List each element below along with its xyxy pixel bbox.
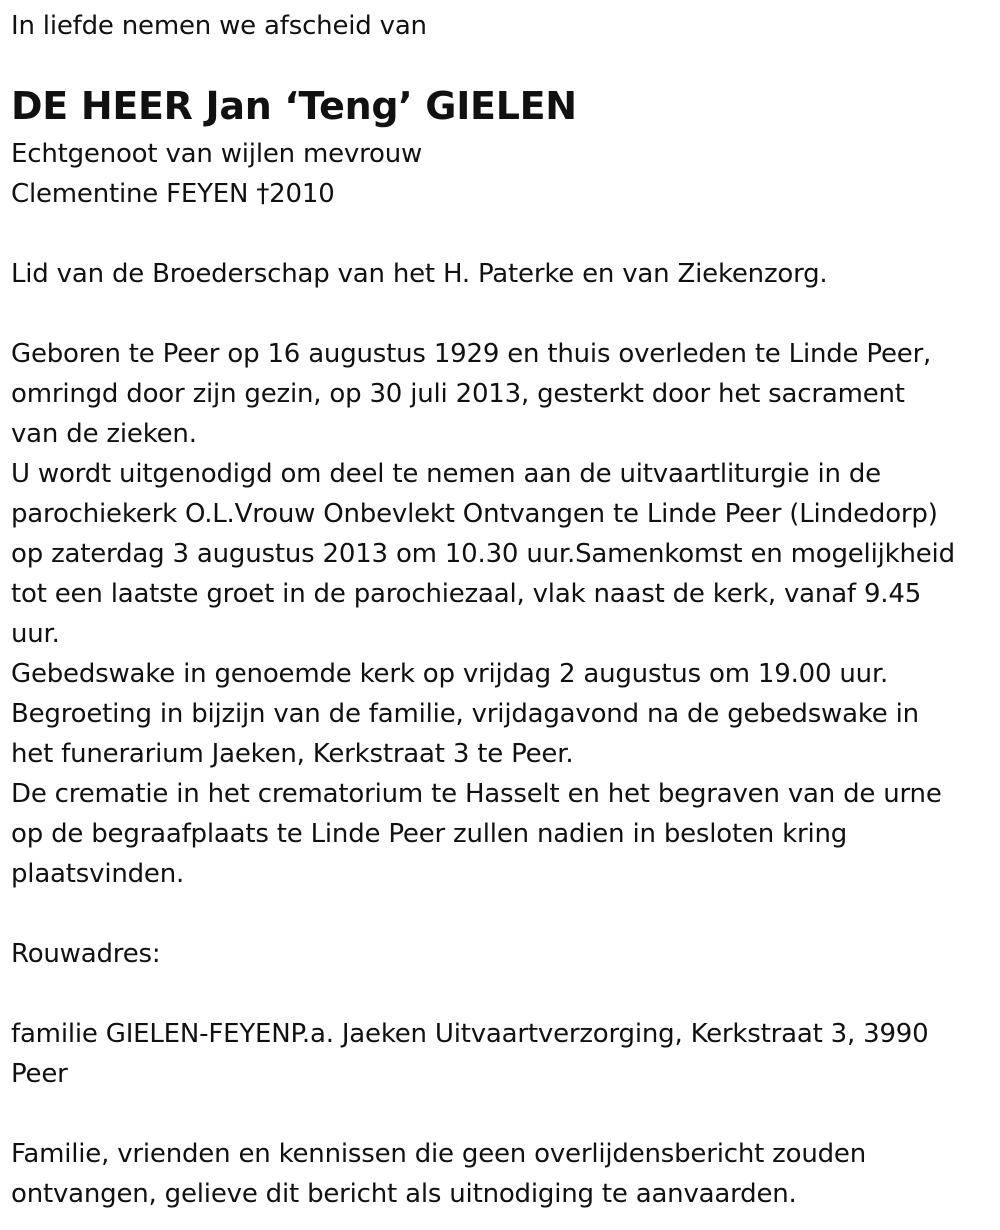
body-line: het funerarium Jaeken, Kerkstraat 3 te Peer. xyxy=(11,739,574,769)
deceased-name: DE HEER Jan ‘Teng’ GIELEN xyxy=(11,84,577,128)
closing-line: Familie, vrienden en kennissen die geen overlijdensbericht zouden xyxy=(11,1139,866,1169)
body-line: van de zieken. xyxy=(11,419,197,449)
body-line: op zaterdag 3 augustus 2013 om 10.30 uur.Samenkomst en mogelijkheid xyxy=(11,539,955,569)
body-line: uur. xyxy=(11,619,60,649)
body-line: De crematie in het crematorium te Hasselt en het begraven van de urne xyxy=(11,779,942,809)
body-block xyxy=(11,334,955,894)
closing-line: ontvangen, gelieve dit bericht als uitnodiging te aanvaarden. xyxy=(11,1179,797,1209)
body-line: tot een laatste groet in de parochiezaal, vlak naast de kerk, vanaf 9.45 xyxy=(11,579,922,609)
body-line: Gebedswake in genoemde kerk op vrijdag 2 augustus om 19.00 uur. xyxy=(11,659,889,689)
spouse-death-year: 2010 xyxy=(269,179,335,209)
address-block xyxy=(11,1014,928,1094)
body-line: U wordt uitgenodigd om deel te nemen aan de uitvaartliturgie in de xyxy=(11,459,881,489)
body-line: Geboren te Peer op 16 augustus 1929 en thuis overleden te Linde Peer, xyxy=(11,339,932,369)
intro-text: In liefde nemen we afscheid van xyxy=(11,11,427,41)
membership-text: Lid van de Broederschap van het H. Paterke en van Ziekenzorg. xyxy=(11,259,828,289)
spouse-line: Echtgenoot van wijlen mevrouw xyxy=(11,139,423,169)
spouse-block xyxy=(11,134,422,214)
membership-block xyxy=(11,254,828,294)
cross-icon: † xyxy=(256,179,270,209)
body-line: op de begraafplaats te Linde Peer zullen nadien in besloten kring xyxy=(11,819,848,849)
body-line: plaatsvinden. xyxy=(11,859,185,889)
address-label: Rouwadres: xyxy=(11,939,161,969)
address-line: Peer xyxy=(11,1059,68,1089)
address-label-block xyxy=(11,934,160,974)
body-line: Begroeting in bijzijn van de familie, vrijdagavond na de gebedswake in xyxy=(11,699,919,729)
address-line: familie GIELEN-FEYENP.a. Jaeken Uitvaartverzorging, Kerkstraat 3, 3990 xyxy=(11,1019,929,1049)
spouse-name-line xyxy=(11,174,422,214)
closing-block xyxy=(11,1134,866,1214)
body-line: omringd door zijn gezin, op 30 juli 2013, gesterkt door het sacrament xyxy=(11,379,905,409)
spouse-name: Clementine FEYEN xyxy=(11,179,249,209)
body-line: parochiekerk O.L.Vrouw Onbevlekt Ontvangen te Linde Peer (Lindedorp) xyxy=(11,499,938,529)
